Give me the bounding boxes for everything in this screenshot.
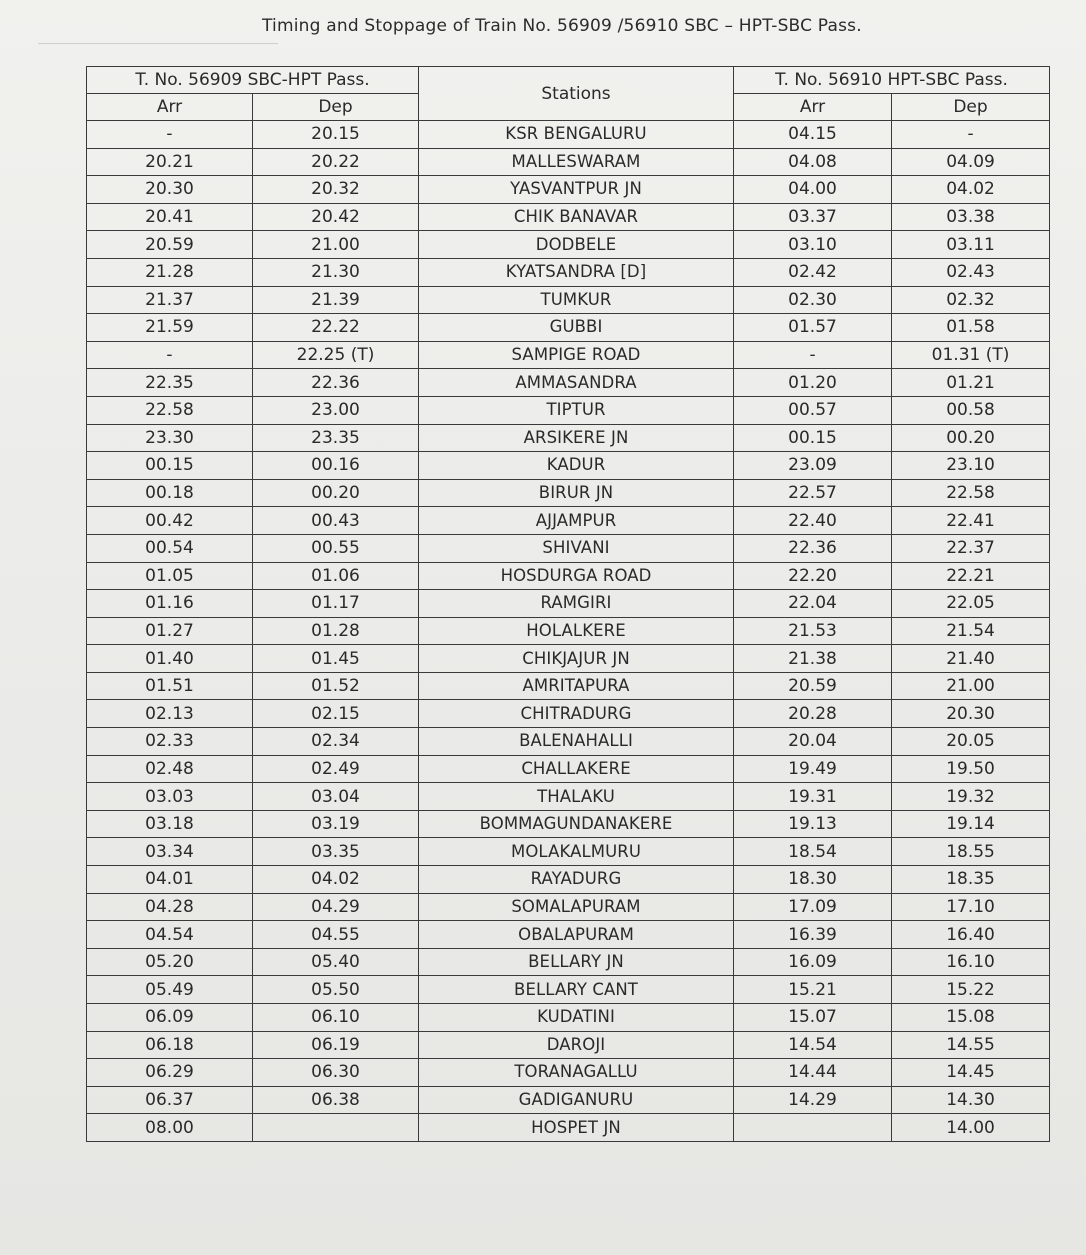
dep-56909: 00.20 <box>253 479 419 507</box>
arr-56910: 20.59 <box>734 672 892 700</box>
station-name: MALLESWARAM <box>419 148 734 176</box>
arr-56910: 19.49 <box>734 755 892 783</box>
station-name: KYATSANDRA [D] <box>419 258 734 286</box>
arr-56910: 22.36 <box>734 534 892 562</box>
arr-56910: 00.57 <box>734 396 892 424</box>
table-row <box>87 1004 1050 1032</box>
arr-56910: 22.20 <box>734 562 892 590</box>
arr-56910: 15.07 <box>734 1004 892 1032</box>
arr-56909: 21.28 <box>87 258 253 286</box>
dep-56909: 21.39 <box>253 286 419 314</box>
header-dep-56910: Dep <box>892 94 1050 121</box>
dep-56909: 00.16 <box>253 452 419 480</box>
table-row <box>87 203 1050 231</box>
station-name: SHIVANI <box>419 534 734 562</box>
arr-56910: 16.09 <box>734 948 892 976</box>
station-name: DODBELE <box>419 231 734 259</box>
dep-56909: 20.42 <box>253 203 419 231</box>
dep-56910: 04.02 <box>892 176 1050 204</box>
arr-56909: 05.20 <box>87 948 253 976</box>
table-row <box>87 728 1050 756</box>
arr-56909: 01.51 <box>87 672 253 700</box>
arr-56909: 00.15 <box>87 452 253 480</box>
dep-56909: 23.35 <box>253 424 419 452</box>
arr-56910: 14.54 <box>734 1031 892 1059</box>
station-name: AMMASANDRA <box>419 369 734 397</box>
arr-56909: 20.21 <box>87 148 253 176</box>
arr-56910: 19.13 <box>734 810 892 838</box>
dep-56910: 21.54 <box>892 617 1050 645</box>
dep-56910: 16.10 <box>892 948 1050 976</box>
dep-56910: 01.21 <box>892 369 1050 397</box>
arr-56909: 04.01 <box>87 866 253 894</box>
header-dep-56909: Dep <box>253 94 419 121</box>
header-train-56910: T. No. 56910 HPT-SBC Pass. <box>734 67 1050 94</box>
station-name: SAMPIGE ROAD <box>419 341 734 369</box>
arr-56909: 00.18 <box>87 479 253 507</box>
arr-56910: 00.15 <box>734 424 892 452</box>
dep-56910: 22.41 <box>892 507 1050 535</box>
dep-56909: 01.45 <box>253 645 419 673</box>
dep-56909: 03.04 <box>253 783 419 811</box>
dep-56909: 03.35 <box>253 838 419 866</box>
table-row <box>87 948 1050 976</box>
station-name: DAROJI <box>419 1031 734 1059</box>
arr-56909: 00.42 <box>87 507 253 535</box>
table-row <box>87 590 1050 618</box>
station-name: RAYADURG <box>419 866 734 894</box>
dep-56909: 21.00 <box>253 231 419 259</box>
dep-56910: 21.40 <box>892 645 1050 673</box>
dep-56910: 02.43 <box>892 258 1050 286</box>
arr-56910: 19.31 <box>734 783 892 811</box>
dep-56910: 23.10 <box>892 452 1050 480</box>
table-row <box>87 755 1050 783</box>
dep-56910: 04.09 <box>892 148 1050 176</box>
dep-56910: 14.45 <box>892 1059 1050 1087</box>
header-stations: Stations <box>419 67 734 121</box>
table-row <box>87 424 1050 452</box>
dep-56909: 00.55 <box>253 534 419 562</box>
arr-56910: 17.09 <box>734 893 892 921</box>
dep-56910: 15.22 <box>892 976 1050 1004</box>
arr-56909: 05.49 <box>87 976 253 1004</box>
dep-56909: 22.22 <box>253 314 419 342</box>
arr-56910: 15.21 <box>734 976 892 1004</box>
dep-56909: 04.02 <box>253 866 419 894</box>
arr-56910: 04.08 <box>734 148 892 176</box>
dep-56910: 01.31 (T) <box>892 341 1050 369</box>
timetable <box>86 66 1050 1142</box>
arr-56909: - <box>87 121 253 149</box>
arr-56909: 20.41 <box>87 203 253 231</box>
table-row <box>87 672 1050 700</box>
arr-56909: 01.27 <box>87 617 253 645</box>
arr-56910: 18.54 <box>734 838 892 866</box>
arr-56909: 04.28 <box>87 893 253 921</box>
dep-56909: 20.22 <box>253 148 419 176</box>
dep-56910: 03.38 <box>892 203 1050 231</box>
dep-56909: 22.25 (T) <box>253 341 419 369</box>
arr-56909: 20.30 <box>87 176 253 204</box>
arr-56910: 22.04 <box>734 590 892 618</box>
station-name: BALENAHALLI <box>419 728 734 756</box>
table-row <box>87 1114 1050 1142</box>
dep-56910: 21.00 <box>892 672 1050 700</box>
table-row <box>87 783 1050 811</box>
arr-56910: 18.30 <box>734 866 892 894</box>
dep-56910: 14.55 <box>892 1031 1050 1059</box>
table-row <box>87 507 1050 535</box>
dep-56909: 02.49 <box>253 755 419 783</box>
table-row <box>87 148 1050 176</box>
arr-56909: 06.29 <box>87 1059 253 1087</box>
table-row <box>87 534 1050 562</box>
station-name: GUBBI <box>419 314 734 342</box>
table-row <box>87 562 1050 590</box>
dep-56909: 05.50 <box>253 976 419 1004</box>
table-row <box>87 314 1050 342</box>
dep-56909 <box>253 1114 419 1142</box>
station-name: SOMALAPURAM <box>419 893 734 921</box>
station-name: GADIGANURU <box>419 1086 734 1114</box>
table-row <box>87 838 1050 866</box>
arr-56909: 04.54 <box>87 921 253 949</box>
station-name: HOSPET JN <box>419 1114 734 1142</box>
arr-56909: 08.00 <box>87 1114 253 1142</box>
arr-56910: 03.37 <box>734 203 892 231</box>
arr-56910: 04.00 <box>734 176 892 204</box>
arr-56910: 22.40 <box>734 507 892 535</box>
table-row <box>87 121 1050 149</box>
dep-56910: 22.37 <box>892 534 1050 562</box>
header-train-56909: T. No. 56909 SBC-HPT Pass. <box>87 67 419 94</box>
station-name: BIRUR JN <box>419 479 734 507</box>
dep-56909: 23.00 <box>253 396 419 424</box>
table-row <box>87 369 1050 397</box>
arr-56910: - <box>734 341 892 369</box>
arr-56909: 06.37 <box>87 1086 253 1114</box>
dep-56910: 20.05 <box>892 728 1050 756</box>
arr-56909: 02.33 <box>87 728 253 756</box>
station-name: AMRITAPURA <box>419 672 734 700</box>
table-row <box>87 976 1050 1004</box>
page-title: Timing and Stoppage of Train No. 56909 /56910 SBC – HPT-SBC Pass. <box>262 16 862 36</box>
timetable-body <box>87 121 1050 1142</box>
arr-56909: 03.03 <box>87 783 253 811</box>
arr-56909: 23.30 <box>87 424 253 452</box>
divider <box>38 43 278 44</box>
dep-56910: 22.05 <box>892 590 1050 618</box>
arr-56910: 23.09 <box>734 452 892 480</box>
table-row <box>87 396 1050 424</box>
dep-56910: 03.11 <box>892 231 1050 259</box>
arr-56909: 22.35 <box>87 369 253 397</box>
table-row <box>87 1086 1050 1114</box>
station-name: CHIK BANAVAR <box>419 203 734 231</box>
dep-56909: 20.32 <box>253 176 419 204</box>
arr-56910: 16.39 <box>734 921 892 949</box>
dep-56910: 17.10 <box>892 893 1050 921</box>
dep-56909: 01.06 <box>253 562 419 590</box>
table-row <box>87 479 1050 507</box>
arr-56909: 01.16 <box>87 590 253 618</box>
station-name: TIPTUR <box>419 396 734 424</box>
table-row <box>87 258 1050 286</box>
dep-56910: 00.58 <box>892 396 1050 424</box>
dep-56909: 01.28 <box>253 617 419 645</box>
header-row-group <box>87 67 1050 94</box>
dep-56910: 00.20 <box>892 424 1050 452</box>
arr-56910: 02.42 <box>734 258 892 286</box>
arr-56910: 01.57 <box>734 314 892 342</box>
dep-56910: 18.55 <box>892 838 1050 866</box>
arr-56910: 20.28 <box>734 700 892 728</box>
dep-56910: 14.00 <box>892 1114 1050 1142</box>
arr-56910: 04.15 <box>734 121 892 149</box>
dep-56909: 06.19 <box>253 1031 419 1059</box>
arr-56909: 00.54 <box>87 534 253 562</box>
table-row <box>87 645 1050 673</box>
dep-56910: - <box>892 121 1050 149</box>
header-arr-56909: Arr <box>87 94 253 121</box>
arr-56910: 14.44 <box>734 1059 892 1087</box>
dep-56910: 20.30 <box>892 700 1050 728</box>
arr-56910: 20.04 <box>734 728 892 756</box>
arr-56909: 06.18 <box>87 1031 253 1059</box>
table-row <box>87 617 1050 645</box>
dep-56909: 06.10 <box>253 1004 419 1032</box>
dep-56910: 22.58 <box>892 479 1050 507</box>
arr-56910: 01.20 <box>734 369 892 397</box>
table-row <box>87 921 1050 949</box>
station-name: KADUR <box>419 452 734 480</box>
dep-56910: 19.14 <box>892 810 1050 838</box>
arr-56909: 21.37 <box>87 286 253 314</box>
dep-56910: 02.32 <box>892 286 1050 314</box>
dep-56909: 02.15 <box>253 700 419 728</box>
dep-56909: 06.30 <box>253 1059 419 1087</box>
table-row <box>87 1059 1050 1087</box>
dep-56909: 04.29 <box>253 893 419 921</box>
arr-56910: 14.29 <box>734 1086 892 1114</box>
arr-56909: 02.48 <box>87 755 253 783</box>
table-row <box>87 176 1050 204</box>
arr-56909: 03.34 <box>87 838 253 866</box>
arr-56910: 02.30 <box>734 286 892 314</box>
dep-56909: 01.17 <box>253 590 419 618</box>
station-name: AJJAMPUR <box>419 507 734 535</box>
arr-56909: 21.59 <box>87 314 253 342</box>
station-name: MOLAKALMURU <box>419 838 734 866</box>
station-name: CHIKJAJUR JN <box>419 645 734 673</box>
station-name: CHITRADURG <box>419 700 734 728</box>
station-name: OBALAPURAM <box>419 921 734 949</box>
table-row <box>87 810 1050 838</box>
arr-56909: 03.18 <box>87 810 253 838</box>
arr-56909: 06.09 <box>87 1004 253 1032</box>
arr-56909: 01.40 <box>87 645 253 673</box>
station-name: BELLARY JN <box>419 948 734 976</box>
dep-56909: 00.43 <box>253 507 419 535</box>
station-name: HOSDURGA ROAD <box>419 562 734 590</box>
station-name: KSR BENGALURU <box>419 121 734 149</box>
dep-56910: 18.35 <box>892 866 1050 894</box>
dep-56910: 19.50 <box>892 755 1050 783</box>
table-row <box>87 1031 1050 1059</box>
header-arr-56910: Arr <box>734 94 892 121</box>
dep-56909: 22.36 <box>253 369 419 397</box>
station-name: TUMKUR <box>419 286 734 314</box>
table-row <box>87 452 1050 480</box>
station-name: BOMMAGUNDANAKERE <box>419 810 734 838</box>
table-row <box>87 866 1050 894</box>
station-name: RAMGIRI <box>419 590 734 618</box>
dep-56910: 16.40 <box>892 921 1050 949</box>
arr-56910: 03.10 <box>734 231 892 259</box>
dep-56909: 01.52 <box>253 672 419 700</box>
station-name: THALAKU <box>419 783 734 811</box>
arr-56909: 20.59 <box>87 231 253 259</box>
table-row <box>87 341 1050 369</box>
dep-56910: 22.21 <box>892 562 1050 590</box>
dep-56909: 20.15 <box>253 121 419 149</box>
station-name: HOLALKERE <box>419 617 734 645</box>
arr-56910: 22.57 <box>734 479 892 507</box>
dep-56909: 04.55 <box>253 921 419 949</box>
table-row <box>87 700 1050 728</box>
arr-56910: 21.53 <box>734 617 892 645</box>
station-name: ARSIKERE JN <box>419 424 734 452</box>
arr-56910: 21.38 <box>734 645 892 673</box>
station-name: YASVANTPUR JN <box>419 176 734 204</box>
dep-56909: 06.38 <box>253 1086 419 1114</box>
dep-56909: 05.40 <box>253 948 419 976</box>
table-row <box>87 231 1050 259</box>
dep-56909: 02.34 <box>253 728 419 756</box>
arr-56909: - <box>87 341 253 369</box>
dep-56909: 21.30 <box>253 258 419 286</box>
table-row <box>87 286 1050 314</box>
station-name: KUDATINI <box>419 1004 734 1032</box>
arr-56909: 22.58 <box>87 396 253 424</box>
station-name: CHALLAKERE <box>419 755 734 783</box>
arr-56909: 02.13 <box>87 700 253 728</box>
dep-56910: 14.30 <box>892 1086 1050 1114</box>
table-row <box>87 893 1050 921</box>
arr-56909: 01.05 <box>87 562 253 590</box>
dep-56910: 15.08 <box>892 1004 1050 1032</box>
dep-56909: 03.19 <box>253 810 419 838</box>
dep-56910: 01.58 <box>892 314 1050 342</box>
arr-56910 <box>734 1114 892 1142</box>
station-name: TORANAGALLU <box>419 1059 734 1087</box>
dep-56910: 19.32 <box>892 783 1050 811</box>
station-name: BELLARY CANT <box>419 976 734 1004</box>
